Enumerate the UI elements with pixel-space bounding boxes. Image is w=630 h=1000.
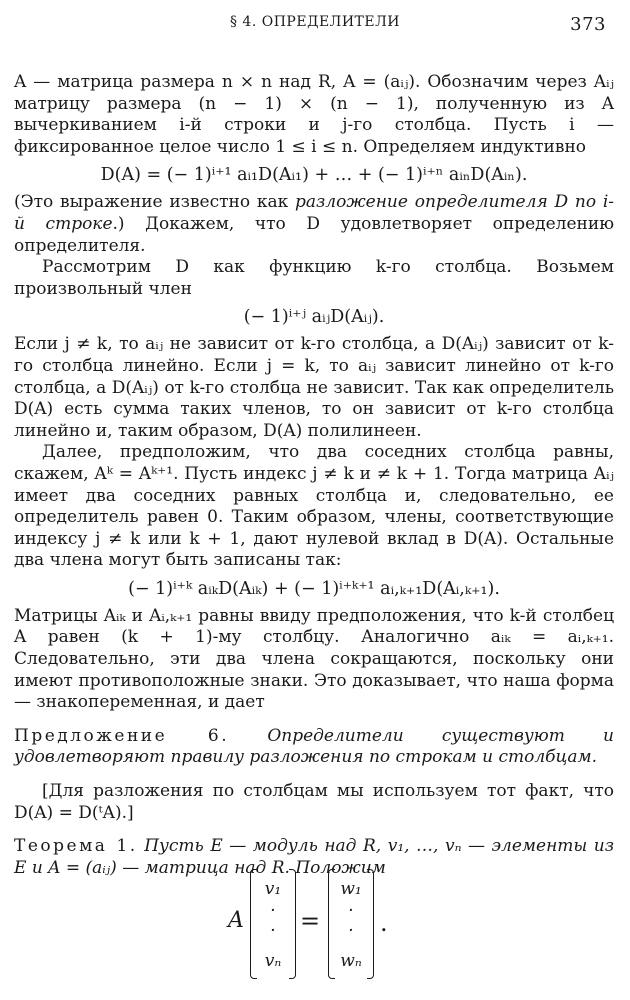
- paragraph-column-expansion: [Для разложения по столбцам мы используем тот факт, что D(A) = D(ᵗA).]: [14, 781, 614, 823]
- theorem-label: Теорема 1.: [14, 836, 138, 857]
- expansion-note-start: (Это выражение известно как: [14, 192, 295, 213]
- paragraph-alternating: Матрицы Aᵢₖ и Aᵢ,ₖ₊₁ равны ввиду предположения, что k-й столбец A равен (k + 1)-му столбцу. Аналогично aᵢₖ = aᵢ,ₖ₊₁. Следовательно, эти два члена сокращаются, поскольку они имеют противоположные знаки. Это доказывает, что наша форма — знакопеременная, и дает: [14, 605, 614, 713]
- section-title: § 4. ОПРЕДЕЛИТЕЛИ: [229, 14, 401, 30]
- equals-sign: =: [300, 907, 321, 935]
- equation-general-term: (− 1)ⁱ⁺ʲ aᵢⱼD(Aᵢⱼ).: [243, 307, 385, 328]
- expansion-note-italic: разложение определителя D по i-й строке: [14, 192, 614, 234]
- paragraph-equal-columns: Далее, предположим, что два соседних столбца равны, скажем, Aᵏ = Aᵏ⁺¹. Пусть индекс j ≠ k и ≠ k + 1. Тогда матрица Aᵢⱼ имеет два соседних равных столбца и, следовательно, ее определитель равен 0. Таким образом, члены, соответствующие индексу j ≠ k или k + 1, дают нулевой вклад в D(A). Остальные два члена могут быть записаны так:: [14, 442, 614, 571]
- spacer: [14, 769, 614, 781]
- vector-entry: ·: [270, 921, 276, 941]
- equation-remaining-terms: (− 1)ⁱ⁺ᵏ aᵢₖD(Aᵢₖ) + (− 1)ⁱ⁺ᵏ⁺¹ aᵢ,ₖ₊₁D(Aᵢ,ₖ₊₁).: [128, 578, 500, 599]
- expansion-note-end: .) Докажем, что D удовлетворяет определению определителя.: [14, 213, 615, 256]
- vector-entry: vₙ: [264, 951, 282, 971]
- running-header: [18, 14, 612, 40]
- period: .: [380, 909, 388, 937]
- column-vector-w: [328, 865, 374, 983]
- right-bracket: [367, 869, 374, 979]
- vector-entry: wₙ: [340, 951, 362, 971]
- vector-entry: w₁: [340, 879, 362, 899]
- matrix-equation: [0, 865, 630, 983]
- proposition-label: Предложение 6.: [14, 725, 230, 746]
- proposition-6: [14, 726, 614, 769]
- proposition-text: Определители существуют и удовлетворяют правилу разложения по строкам и столбцам.: [14, 725, 614, 768]
- theorem-text: Пусть E — модуль над R, v₁, …, vₙ — элементы из E и A = (aᵢⱼ) — матрица над R. Положим: [14, 836, 614, 878]
- vector-entry: ·: [348, 901, 354, 921]
- vector-entry: ·: [270, 901, 276, 921]
- equation-row-expansion: D(A) = (− 1)ⁱ⁺¹ aᵢ₁D(Aᵢ₁) + … + (− 1)ⁱ⁺ⁿ aᵢₙD(Aᵢₙ).: [100, 165, 528, 186]
- paragraph-matrix-definition: A — матрица размера n × n над R, A = (aᵢⱼ). Обозначим через Aᵢⱼ матрицу размера (n − 1) × (n − 1), полученную из A вычеркиванием i-й строки и j-го столбца. Пусть i — фиксированное целое число 1 ≤ i ≤ n. Определяем индуктивно: [14, 72, 614, 157]
- paragraph-expansion-note: [14, 192, 614, 257]
- page-body: [14, 72, 614, 879]
- spacer: [14, 824, 614, 836]
- vector-entry: ·: [348, 921, 354, 941]
- vector-entry: v₁: [264, 879, 282, 899]
- paragraph-consider-column: Рассмотрим D как функцию k-го столбца. Возьмем произвольный член: [14, 257, 614, 299]
- column-vector-v: [250, 865, 296, 983]
- page-number: 373: [570, 14, 606, 35]
- spacer: [14, 714, 614, 726]
- paragraph-linearity: Если j ≠ k, то aᵢⱼ не зависит от k-го столбца, а D(Aᵢⱼ) зависит от k-го столбца линейно. Если j = k, то aᵢⱼ зависит линейно от k-го столбца, а D(Aᵢⱼ) от k-го столбца не зависит. Так как определитель D(A) есть сумма таких членов, то он зависит от k-го столбца линейно и, таким образом, D(A) полилинеен.: [14, 334, 614, 441]
- matrix-label: A: [228, 908, 244, 933]
- right-bracket: [289, 869, 296, 979]
